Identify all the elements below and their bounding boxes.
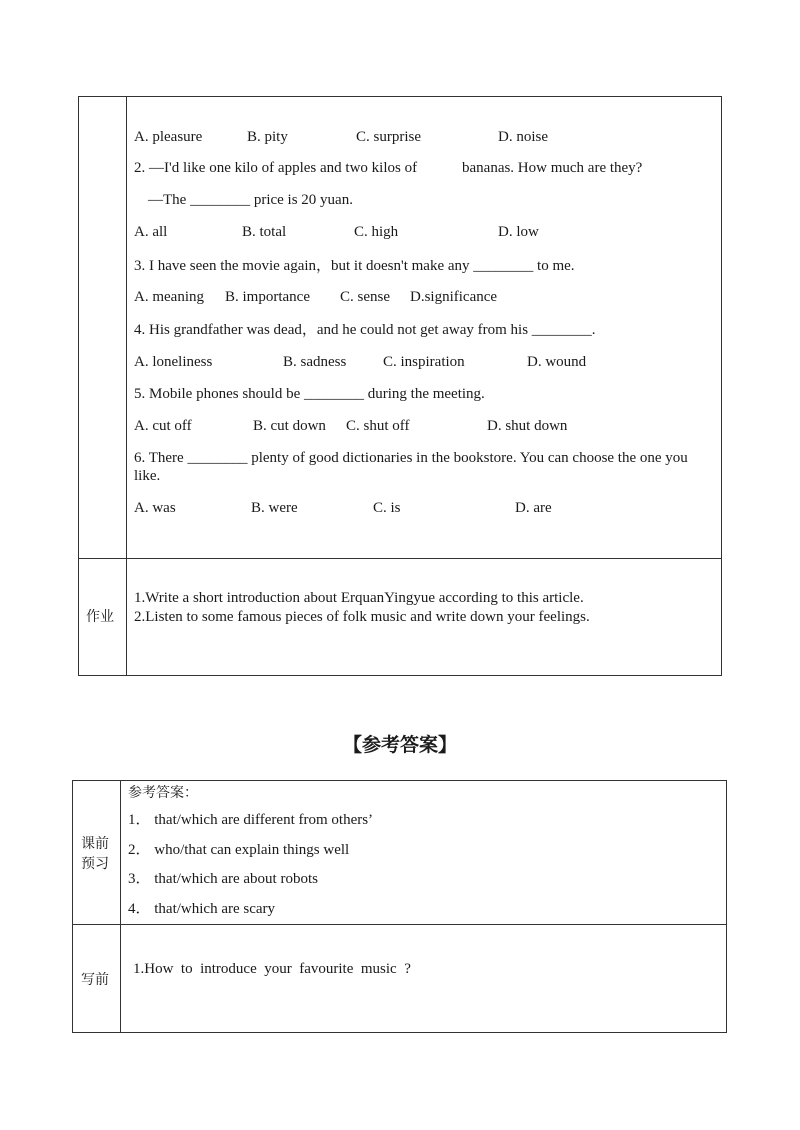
q3-option-a: A. meaning	[134, 289, 204, 305]
q1-option-b: B. pity	[247, 129, 288, 145]
q3-question: 3. I have seen the movie again，but it doesn't make any ________ to me.	[134, 258, 575, 274]
q2-option-b: B. total	[242, 224, 287, 240]
table1-bottom-border	[78, 675, 722, 676]
q2-question-part2: bananas. How much are they?	[462, 160, 643, 176]
q6-question: 6. There ________ plenty of good dictionaries in the bookstore. You can choose the one you like.	[134, 450, 688, 484]
table2-right-border	[726, 780, 727, 1033]
q3-option-c: C. sense	[340, 289, 390, 305]
prewriting-text: 1.How to introduce your favourite music ?	[133, 961, 411, 977]
q6-option-d: D. are	[515, 500, 552, 516]
answer-item-2: 2． who/that can explain things well	[128, 842, 350, 858]
q6-option-a: A. was	[134, 500, 176, 516]
q1-option-d: D. noise	[498, 129, 548, 145]
answer-item-3: 3． that/which are about robots	[128, 871, 318, 887]
q5-question: 5. Mobile phones should be ________ during the meeting.	[134, 386, 485, 402]
table2-row-divider	[72, 924, 727, 925]
preview-label-line2: 预习	[81, 856, 109, 872]
answer-title: 【参考答案】	[342, 734, 457, 756]
q4-option-c: C. inspiration	[383, 354, 465, 370]
table1-column-divider	[126, 96, 127, 676]
q6-option-b: B. were	[251, 500, 298, 516]
prewriting-label: 写前	[81, 972, 109, 988]
q6-option-c: C. is	[373, 500, 401, 516]
answer-heading: 参考答案：	[128, 785, 198, 801]
q4-question: 4. His grandfather was dead，and he could not get away from his ________.	[134, 322, 596, 338]
q4-option-b: B. sadness	[283, 354, 347, 370]
q2-option-a: A. all	[134, 224, 168, 240]
answer-item-1: 1． that/which are different from others’	[128, 812, 374, 828]
q1-option-c: C. surprise	[356, 129, 421, 145]
table1-top-border	[78, 96, 722, 97]
homework-line-1: 1.Write a short introduction about ErquanYingyue according to this article.	[134, 590, 584, 606]
table1-row-divider	[78, 558, 722, 559]
preview-label-line1: 课前	[81, 836, 109, 852]
q4-option-a: A. loneliness	[134, 354, 213, 370]
table2-bottom-border	[72, 1032, 727, 1033]
table2-column-divider	[120, 780, 121, 1033]
q3-option-d: D.significance	[410, 289, 498, 305]
table2-top-border	[72, 780, 727, 781]
q2-question-line2: —The ________ price is 20 yuan.	[148, 192, 353, 208]
table1-left-border	[78, 96, 79, 676]
q5-option-d: D. shut down	[487, 418, 568, 434]
q2-option-d: D. low	[498, 224, 539, 240]
q5-option-b: B. cut down	[253, 418, 326, 434]
q1-option-a: A. pleasure	[134, 129, 203, 145]
q5-option-c: C. shut off	[346, 418, 410, 434]
q2-question-part1: 2. —I'd like one kilo of apples and two kilos of	[134, 160, 418, 176]
homework-line-2: 2.Listen to some famous pieces of folk music and write down your feelings.	[134, 609, 590, 625]
homework-label: 作业	[86, 609, 114, 625]
q4-option-d: D. wound	[527, 354, 587, 370]
answer-item-4: 4． that/which are scary	[128, 901, 276, 917]
q3-option-b: B. importance	[225, 289, 310, 305]
table1-right-border	[721, 96, 722, 676]
q2-option-c: C. high	[354, 224, 399, 240]
q5-option-a: A. cut off	[134, 418, 192, 434]
table2-left-border	[72, 780, 73, 1033]
